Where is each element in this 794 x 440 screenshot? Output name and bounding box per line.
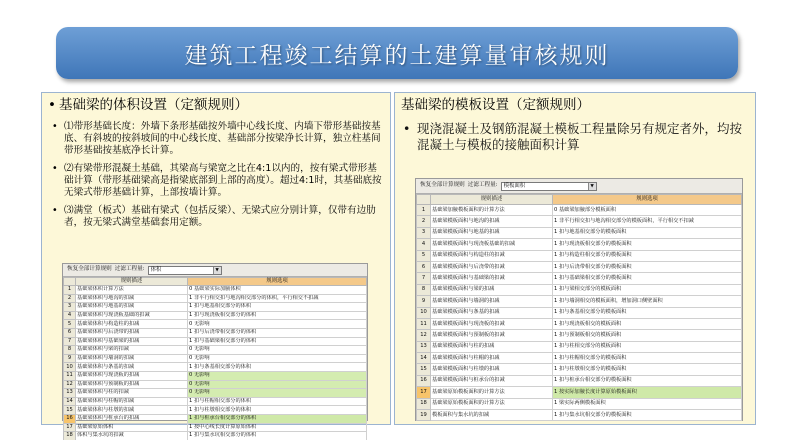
rule-description-cell: 基础梁原始体积 <box>76 423 188 432</box>
right-rules-screenshot <box>415 178 743 421</box>
table-row[interactable] <box>417 387 742 398</box>
rule-option-cell[interactable]: 1 扣与现浇板相交部分的体积 <box>188 311 367 320</box>
row-number: 2 <box>417 216 431 227</box>
right-heading: 基础梁的模板设置（定额规则） <box>401 97 590 113</box>
table-row[interactable] <box>417 261 742 272</box>
rule-option-cell[interactable]: 1 扣与地基相交部分的体积 <box>188 303 367 312</box>
rule-description-cell: 基础梁体积与构造柱的扣减 <box>76 320 188 329</box>
rule-description-cell: 基础梁体积与柱帽的扣减 <box>76 397 188 406</box>
row-number: 13 <box>417 341 431 352</box>
bullet-icon: • <box>48 97 56 113</box>
row-number: 3 <box>64 303 76 312</box>
right-rules-table <box>416 194 742 421</box>
rule-description-cell: 基础梁模板面积与现浇板基础的扣减 <box>431 239 553 250</box>
table-row[interactable] <box>64 423 367 432</box>
rule-option-cell[interactable]: 1 扣与构造柱相交部分的模板面积 <box>553 250 742 261</box>
table-row[interactable] <box>64 346 367 355</box>
rule-option-cell[interactable]: 0 无影响 <box>188 389 367 398</box>
rule-description-cell: 基础梁模板面积与基础梁的扣减 <box>431 273 553 284</box>
rule-description-cell: 基础梁模板面积与桩承台的扣减 <box>431 375 553 386</box>
rule-option-cell[interactable]: 1 非平行相交扣与地沟相交部分的体积，平行相交不扣减 <box>188 294 367 303</box>
row-number: 10 <box>64 363 76 372</box>
rule-description-cell: 基础梁模板面积与构造柱的扣减 <box>431 250 553 261</box>
table-row[interactable] <box>417 375 742 386</box>
table-row[interactable] <box>417 307 742 318</box>
rule-description-cell: 基础梁模板面积与预制板的扣减 <box>431 330 553 341</box>
rule-option-cell[interactable]: 1 按实际加腋长度计算原始模板面积 <box>553 387 742 398</box>
rule-description-cell: 基础梁体积与现浇板的扣减 <box>76 371 188 380</box>
rule-option-cell[interactable]: 1 扣与条基相交部分的体积 <box>188 363 367 372</box>
row-number: 15 <box>64 406 76 415</box>
rule-description-cell: 基础梁模板面积与墙洞的扣减 <box>431 296 553 307</box>
rule-option-cell[interactable]: 1 扣与后浇带相交部分的体积 <box>188 328 367 337</box>
chevron-down-icon[interactable]: ▼ <box>588 183 596 190</box>
rule-option-cell[interactable]: 1 扣与柱帽相交部分的体积 <box>188 397 367 406</box>
rule-description-cell: 基础梁模板面积与地沟的扣减 <box>431 216 553 227</box>
rule-description-cell: 基础梁体积与桩承台的扣减 <box>76 414 188 423</box>
right-filter-combo-value: 模板面积 <box>503 182 526 189</box>
row-number: 5 <box>417 250 431 261</box>
row-number: 3 <box>417 227 431 238</box>
table-row[interactable] <box>417 284 742 295</box>
row-number: 17 <box>417 387 431 398</box>
rule-option-cell[interactable]: 1 非平行相交扣与地沟相交部分的模板面积，平行相交不扣减 <box>553 216 742 227</box>
table-row[interactable] <box>64 389 367 398</box>
row-number: 11 <box>417 318 431 329</box>
table-row[interactable] <box>64 337 367 346</box>
left-restore-rules-label[interactable]: 恢复全部计算规则 <box>67 266 112 273</box>
left-rules-table <box>63 277 367 440</box>
rule-option-cell[interactable]: 0 基础梁实际加腋体积 <box>188 286 367 295</box>
right-screenshot-toolbar <box>416 179 742 194</box>
table-row[interactable] <box>64 286 367 295</box>
rule-option-cell[interactable]: 1 扣与集水坑相交部分的体积 <box>188 432 367 440</box>
rule-option-cell[interactable]: 0 无影响 <box>188 380 367 389</box>
table-row[interactable] <box>417 330 742 341</box>
table-row[interactable] <box>64 432 367 440</box>
table-row[interactable] <box>64 320 367 329</box>
table-row[interactable] <box>64 363 367 372</box>
right-panel <box>394 92 756 425</box>
table-row[interactable] <box>64 294 367 303</box>
rule-beam-strip-foundation: • ⑵有梁带形混凝土基础，其梁高与梁宽之比在4:1以内的，按有梁式带形基础计算（带形基础梁高是指梁底部到上部的高度）。超过4:1时，其基础底按无梁式带形基础计算，上部按墙计算。 <box>50 163 386 199</box>
left-filter-label: 过滤工程量: <box>114 266 145 273</box>
row-number: 8 <box>417 284 431 295</box>
rule-description-cell: 基础梁模板面积与柱的扣减 <box>431 341 553 352</box>
rule-option-cell[interactable]: 0 无影响 <box>188 346 367 355</box>
rule-option-cell[interactable]: 0 无影响 <box>188 320 367 329</box>
rule-option-cell[interactable]: 1 扣与梁相交部分的模板面积 <box>553 284 742 295</box>
right-restore-rules-label[interactable]: 恢复全部计算规则 <box>420 182 465 189</box>
rule-option-cell[interactable]: 1 扣与条基相交部分的模板面积 <box>553 307 742 318</box>
rule-description-cell: 基础梁体积与基础梁的扣减 <box>76 337 188 346</box>
rule-description-cell: 基础梁原始模板面积的计算方法 <box>431 387 553 398</box>
rule-option-cell[interactable]: 0 无影响 <box>188 371 367 380</box>
row-number: 16 <box>64 414 76 423</box>
row-number: 17 <box>64 423 76 432</box>
row-number: 18 <box>64 432 76 440</box>
left-screenshot-toolbar <box>63 264 367 277</box>
row-number: 18 <box>417 398 431 409</box>
rule-description-cell: 基础梁体积与现浇板基础的扣减 <box>76 311 188 320</box>
rule-option-cell[interactable]: 1 扣与基础梁相交部分的体积 <box>188 337 367 346</box>
left-heading: 基础梁的体积设置（定额规则） <box>59 97 248 113</box>
row-number: 12 <box>64 380 76 389</box>
row-number: 4 <box>417 239 431 250</box>
left-filter-combo[interactable] <box>148 266 222 275</box>
col-header-option: 规则选项 <box>553 195 742 205</box>
row-number: 6 <box>417 261 431 272</box>
col-header-desc: 规则描述 <box>431 195 553 205</box>
row-number: 10 <box>417 307 431 318</box>
left-rules-screenshot <box>62 263 368 439</box>
table-row[interactable] <box>64 354 367 363</box>
rule-description-cell: 基础梁体积与预制板的扣减 <box>76 380 188 389</box>
table-row[interactable] <box>64 406 367 415</box>
table-row[interactable] <box>417 205 742 216</box>
table-row[interactable] <box>417 410 742 421</box>
rule-option-cell[interactable]: 1 扣与柱相交部分的模板面积 <box>553 341 742 352</box>
row-number: 9 <box>417 296 431 307</box>
row-number: 5 <box>64 320 76 329</box>
table-row[interactable] <box>64 414 367 423</box>
rule-description-cell: 基础梁体积与柱墩的扣减 <box>76 406 188 415</box>
rule-option-cell[interactable]: 1 扣与柱墩相交部分的模板面积 <box>553 364 742 375</box>
table-row[interactable] <box>64 371 367 380</box>
right-filter-label: 过滤工程量: <box>467 182 498 189</box>
left-filter-combo-value: 体积 <box>150 266 162 273</box>
slide-title-bar <box>56 27 738 79</box>
rule-option-cell[interactable]: 0 无影响 <box>188 354 367 363</box>
row-number: 15 <box>417 364 431 375</box>
rule-description-cell: 基础梁模板面积与梁的扣减 <box>431 284 553 295</box>
row-number: 6 <box>64 328 76 337</box>
table-row[interactable] <box>417 227 742 238</box>
table-row[interactable] <box>417 318 742 329</box>
row-number: 12 <box>417 330 431 341</box>
rule-option-cell[interactable]: 1 扣与后浇带相交部分的模板面积 <box>553 261 742 272</box>
table-row[interactable] <box>417 353 742 364</box>
row-number: 4 <box>64 311 76 320</box>
table-row[interactable] <box>417 216 742 227</box>
row-number: 7 <box>417 273 431 284</box>
rule-strip-foundation: • ⑴带形基础长度：外墙下条形基础按外墙中心线长度、内墙下带形基础按基底、有斜坡的按斜坡间的中心线长度、基础部分按梁净长计算，独立柱基间带形基础按基底净长计算。 <box>50 121 386 157</box>
table-row[interactable] <box>417 239 742 250</box>
rule-description-cell: 基础梁体积与柱的扣减 <box>76 389 188 398</box>
rule-option-cell[interactable]: 1 扣与基础梁相交部分的模板面积 <box>553 273 742 284</box>
rule-option-cell[interactable]: 1 扣与现浇板相交的模板面积 <box>553 318 742 329</box>
rule-description-cell: 基础梁体积与墙洞的扣减 <box>76 354 188 363</box>
row-number: 2 <box>64 294 76 303</box>
rule-description-cell: 基础梁模板面积与柱帽的扣减 <box>431 353 553 364</box>
rule-description-cell: 基础梁原始模板面积的计算方法 <box>431 398 553 409</box>
table-corner <box>64 278 76 286</box>
col-header-desc: 规则描述 <box>76 278 188 286</box>
table-row[interactable] <box>417 250 742 261</box>
row-number: 19 <box>417 410 431 421</box>
rule-option-cell[interactable]: 1 扣与柱帽相交部分的模板面积 <box>553 353 742 364</box>
table-row[interactable] <box>64 397 367 406</box>
rule-description-cell: 模板面积与集水坑的扣减 <box>431 410 553 421</box>
table-row[interactable] <box>64 380 367 389</box>
rule-description-cell: 基础梁体积与梁的扣减 <box>76 346 188 355</box>
row-number: 11 <box>64 371 76 380</box>
left-panel <box>41 92 391 439</box>
rule-description-cell: 基础梁体积与地沟的扣减 <box>76 294 188 303</box>
rule-description-cell: 基础梁模板面积与地基的扣减 <box>431 227 553 238</box>
table-row[interactable] <box>64 328 367 337</box>
right-filter-combo[interactable] <box>501 182 597 191</box>
rule-option-cell[interactable]: 1 按中心线长度计算原始体积 <box>188 423 367 432</box>
rule-description-cell: 基础梁加腋模板面积的计算方法 <box>431 205 553 216</box>
rule-option-cell[interactable]: 1 梁实际两侧模板面积 <box>553 398 742 409</box>
row-number: 14 <box>417 353 431 364</box>
chevron-down-icon[interactable]: ▼ <box>213 267 221 274</box>
table-corner <box>417 195 431 205</box>
rule-option-cell[interactable]: 1 扣与集水坑相交部分的模板面积 <box>553 410 742 421</box>
rule-description-cell: 基础梁体积与地基的扣减 <box>76 303 188 312</box>
rule-description-cell: 基础梁体积与后浇带的扣减 <box>76 328 188 337</box>
rule-description-cell: 基础梁模板面积与后浇带的扣减 <box>431 261 553 272</box>
rule-option-cell[interactable]: 0 基础梁加腋部分模板面积 <box>553 205 742 216</box>
row-number: 13 <box>64 389 76 398</box>
right-heading-line <box>401 97 590 113</box>
table-row[interactable] <box>417 273 742 284</box>
rule-description-cell: 体积与集水坑的扣减 <box>76 432 188 440</box>
rule-option-cell[interactable]: 1 扣与墙洞相交的模板面积，增加洞口侧壁面积 <box>553 296 742 307</box>
rule-option-cell[interactable]: 1 扣与桩承台相交部分的模板面积 <box>553 375 742 386</box>
table-row[interactable] <box>417 296 742 307</box>
row-number: 8 <box>64 346 76 355</box>
table-row[interactable] <box>417 398 742 409</box>
rule-option-cell[interactable]: 1 扣与地基相交部分的模板面积 <box>553 227 742 238</box>
col-header-option: 规则选项 <box>188 278 367 286</box>
rule-description-cell: 基础梁体积计算方法 <box>76 286 188 295</box>
rule-raft-foundation: • ⑶满堂（板式）基础有梁式（包括反梁）、无梁式应分别计算，仅带有边肋者，按无梁式满堂基础套用定额。 <box>50 205 386 229</box>
table-row[interactable] <box>417 364 742 375</box>
rule-option-cell[interactable]: 1 扣与预制板相交的模板面积 <box>553 330 742 341</box>
rule-description-cell: 基础梁模板面积与条基的扣减 <box>431 307 553 318</box>
left-rule-list <box>50 121 386 235</box>
rule-description-cell: 基础梁模板面积与现浇板的扣减 <box>431 318 553 329</box>
rule-description-cell: 基础梁模板面积与柱墩的扣减 <box>431 364 553 375</box>
row-number: 16 <box>417 375 431 386</box>
rule-option-cell[interactable]: 1 扣与现浇板相交部分的模板面积 <box>553 239 742 250</box>
row-number: 7 <box>64 337 76 346</box>
table-row[interactable] <box>64 311 367 320</box>
row-number: 9 <box>64 354 76 363</box>
row-number: 1 <box>417 205 431 216</box>
table-row[interactable] <box>417 341 742 352</box>
left-heading-line <box>48 97 248 113</box>
row-number: 1 <box>64 286 76 295</box>
rule-option-cell[interactable]: 1 扣与桩承台相交部分的体积 <box>188 414 367 423</box>
table-row[interactable] <box>64 303 367 312</box>
row-number: 14 <box>64 397 76 406</box>
right-rule-text: • 现浇混凝土及钢筋混凝土模板工程量除另有规定者外，均按混凝土与模板的接触面积计算 <box>403 121 751 153</box>
slide-title: 建筑工程竣工结算的土建算量审核规则 <box>184 42 610 69</box>
rule-option-cell[interactable]: 1 扣与柱墩相交部分的体积 <box>188 406 367 415</box>
rule-description-cell: 基础梁体积与条基的扣减 <box>76 363 188 372</box>
